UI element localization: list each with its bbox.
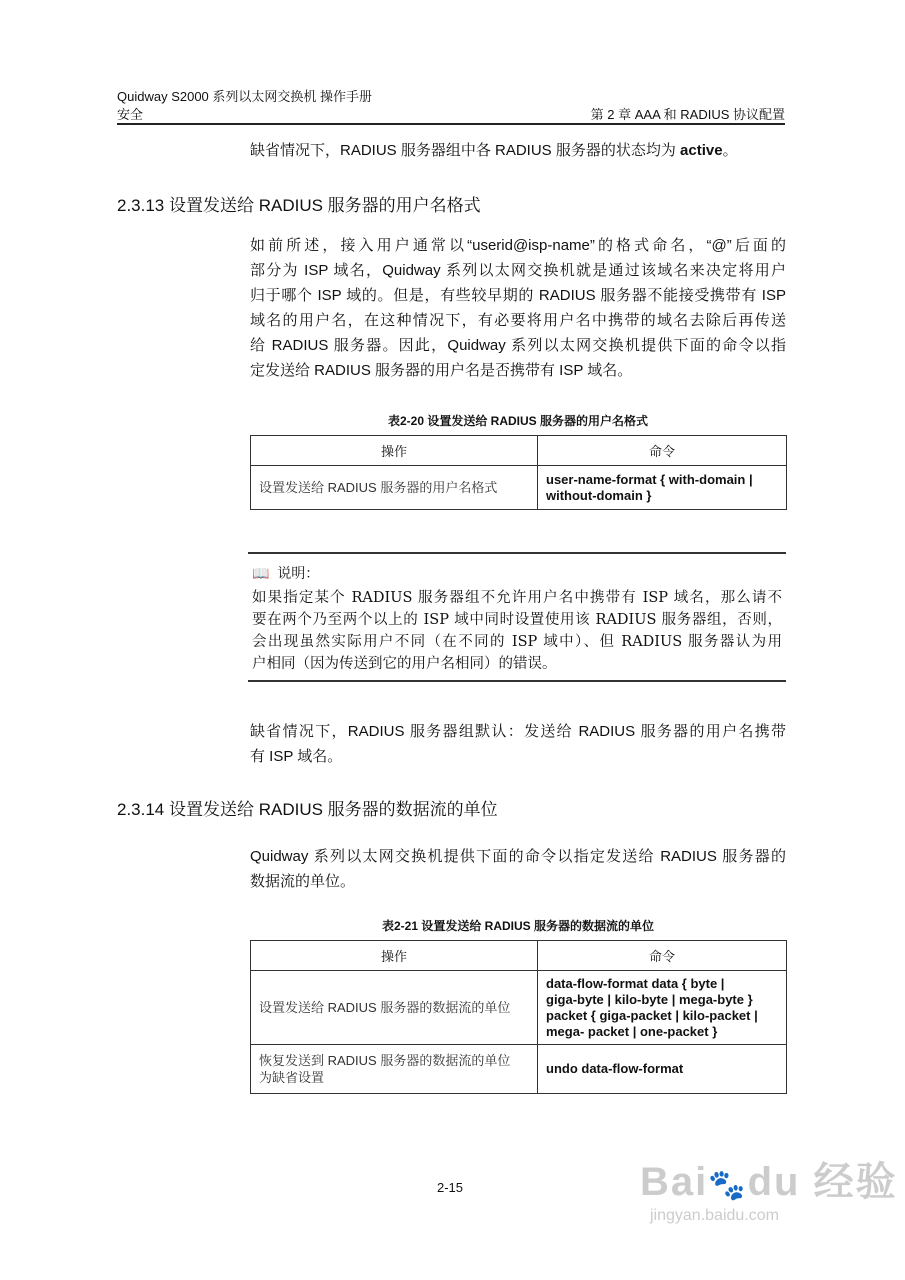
- cell-operation: 设置发送给 RADIUS 服务器的数据流的单位: [251, 971, 538, 1045]
- watermark-url: jingyan.baidu.com: [650, 1207, 779, 1224]
- intro-end: 。: [722, 142, 738, 159]
- note-box: [248, 552, 786, 682]
- text-line: 如前所述，接入用户通常以“userid@isp-name”的格式命名，“@”后面的: [250, 237, 786, 254]
- cell-command: data-flow-format data { byte | giga-byte | kilo-byte | mega-byte } packet { giga-packet | kilo-packet | mega- packet | one-packet }: [538, 971, 787, 1045]
- book-icon: 📖: [252, 565, 270, 581]
- intro-text: 缺省情况下，RADIUS 服务器组中各 RADIUS 服务器的状态均为: [250, 142, 681, 159]
- text-line: 部分为 ISP 域名，Quidway 系列以太网交换机就是通过该域名来决定将用户: [250, 262, 786, 279]
- s2-paragraph: [250, 844, 786, 894]
- cell-command: undo data-flow-format: [538, 1045, 787, 1094]
- cell-command: user-name-format { with-domain | without-domain }: [538, 466, 787, 510]
- text-line: 有 ISP 域名。: [250, 748, 343, 765]
- intro-bold: active: [680, 142, 723, 159]
- watermark-logo: Bai🐾du 经验: [640, 1160, 898, 1204]
- text-line: 归于哪个 ISP 域的。但是，有些较早期的 RADIUS 服务器不能接受携带有 ISP: [250, 287, 786, 304]
- text-line: 给 RADIUS 服务器。因此，Quidway 系列以太网交换机提供下面的命令以指: [250, 337, 786, 354]
- text-line: 定发送给 RADIUS 服务器的用户名是否携带有 ISP 域名。: [250, 362, 633, 379]
- note-text: 如果指定某个 RADIUS 服务器组不允许用户名中携带有 ISP 域名，那么请不 要在两个乃至两个以上的 ISP 域中同时设置使用该 RADIUS 服务器组，否则， 会出现虽然实际用户不同（在不同的 ISP 域中）、但 RADIUS 服务器认为用 户相同（因为传送到它的用户名相同）的错误。: [252, 590, 782, 672]
- col-header-command: 命令: [538, 436, 787, 466]
- header-chapter: 第 2 章 AAA 和 RADIUS 协议配置: [590, 107, 785, 122]
- page-number: 2-15: [437, 1180, 464, 1195]
- header-manual-title: Quidway S2000 系列以太网交换机 操作手册: [117, 89, 373, 104]
- table-caption-2-21: 表2-21 设置发送给 RADIUS 服务器的数据流的单位: [381, 919, 655, 933]
- table-caption-2-20: 表2-20 设置发送给 RADIUS 服务器的用户名格式: [387, 414, 649, 428]
- cell-operation: 恢复发送到 RADIUS 服务器的数据流的单位 为缺省设置: [251, 1045, 538, 1094]
- section-heading-2-3-13: 2.3.13 设置发送给 RADIUS 服务器的用户名格式: [117, 196, 481, 215]
- text-line: 数据流的单位。: [250, 873, 356, 890]
- baidu-watermark: [640, 1150, 898, 1225]
- col-header-command: 命令: [538, 941, 787, 971]
- s1-paragraph: [250, 233, 786, 383]
- header-rule: [117, 123, 785, 125]
- header-section: 安全: [117, 107, 144, 122]
- section-heading-2-3-14: 2.3.14 设置发送给 RADIUS 服务器的数据流的单位: [117, 800, 498, 819]
- text-line: 缺省情况下，RADIUS 服务器组默认：发送给 RADIUS 服务器的用户名携带: [250, 723, 786, 740]
- cell-operation: 设置发送给 RADIUS 服务器的用户名格式: [251, 466, 538, 510]
- text-line: Quidway 系列以太网交换机提供下面的命令以指定发送给 RADIUS 服务器的: [250, 848, 786, 865]
- col-header-operation: 操作: [251, 436, 538, 466]
- note-title: 📖 说明：: [252, 565, 320, 581]
- intro-paragraph: [250, 138, 786, 163]
- s1-default-paragraph: [250, 719, 786, 769]
- table-2-20: [250, 435, 787, 510]
- table-2-21: [250, 940, 787, 1094]
- col-header-operation: 操作: [251, 941, 538, 971]
- text-line: 域名的用户名，在这种情况下，有必要将用户名中携带的域名去除后再传送: [250, 312, 786, 329]
